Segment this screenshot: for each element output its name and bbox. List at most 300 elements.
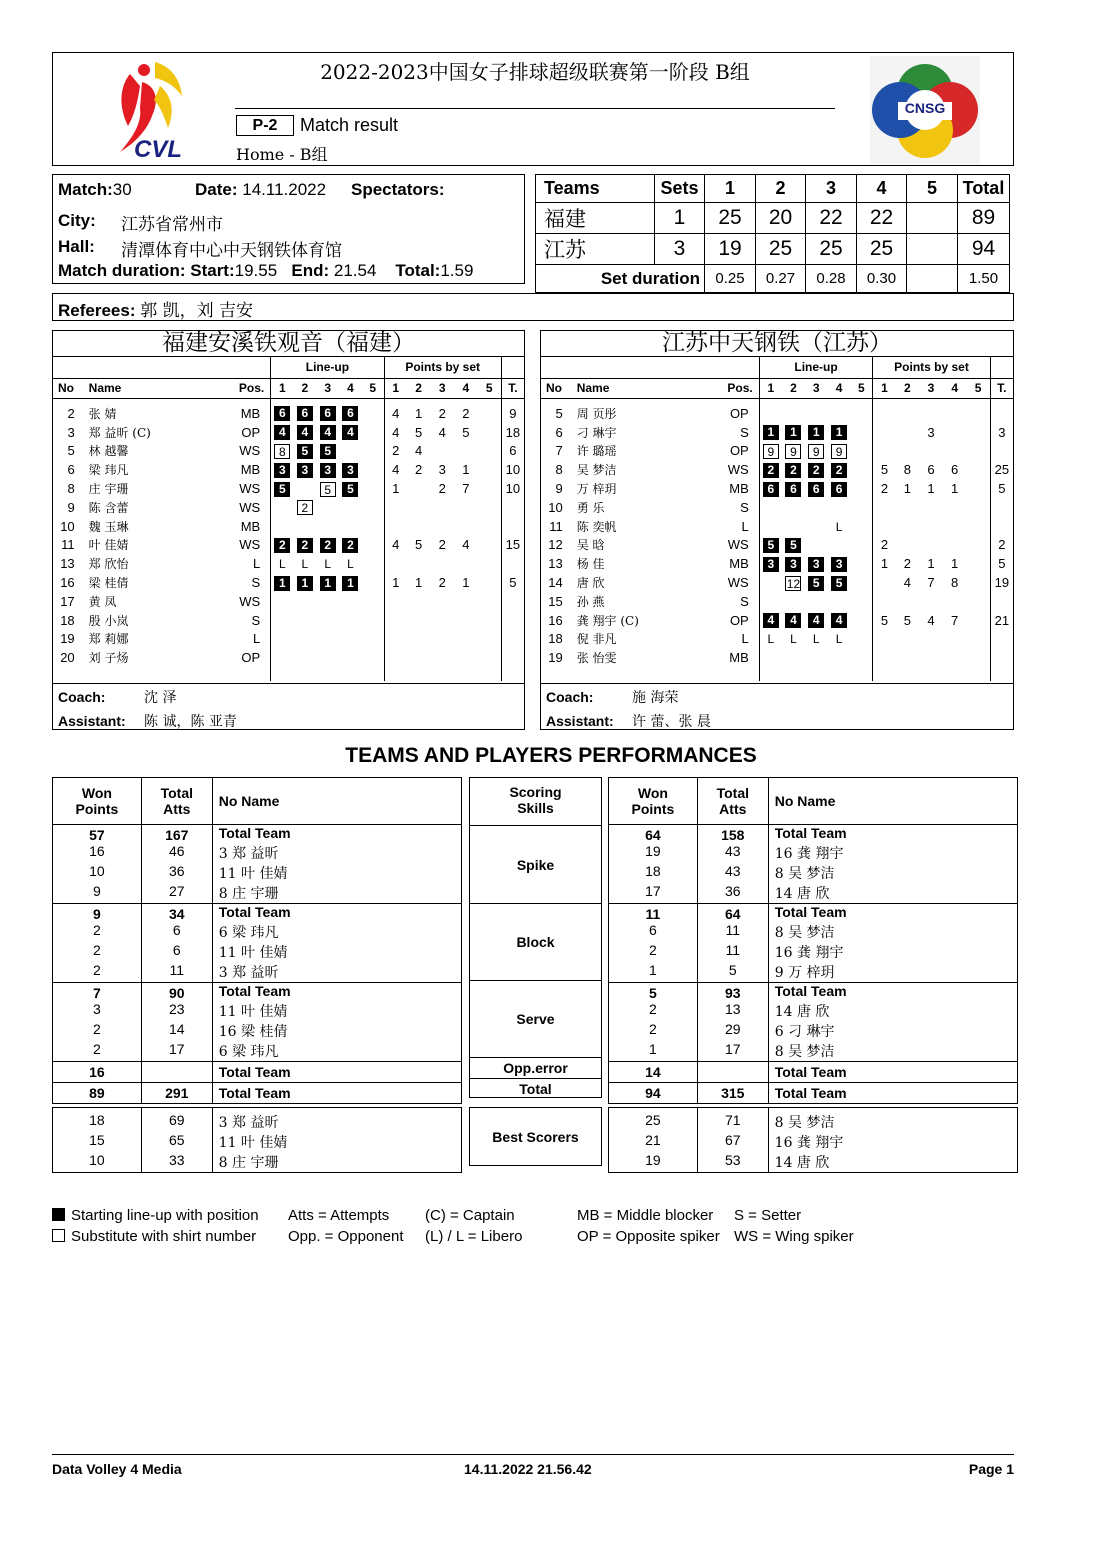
set-points: 4 bbox=[903, 575, 911, 591]
set-points bbox=[943, 517, 967, 536]
set-points bbox=[430, 517, 454, 536]
player-total bbox=[990, 404, 1013, 423]
skills-header-line2: Skills bbox=[517, 800, 554, 816]
roster-filler-cell bbox=[384, 667, 407, 681]
performer-name: 6 梁 玮凡 bbox=[212, 922, 461, 942]
lineup-cell bbox=[759, 536, 782, 555]
player-total bbox=[990, 517, 1013, 536]
lineup-cell bbox=[294, 460, 317, 479]
performer-name: Total Team bbox=[212, 825, 461, 844]
performer-name: 6 刁 琳宇 bbox=[768, 1021, 1017, 1041]
lineup-cell bbox=[828, 536, 851, 555]
match-label: Match: bbox=[58, 180, 113, 199]
player-total bbox=[501, 611, 524, 630]
player-position: S bbox=[740, 593, 749, 609]
player-row bbox=[53, 498, 524, 517]
start-label: Start: bbox=[190, 261, 235, 280]
set-points bbox=[896, 536, 920, 555]
starting-position: 1 bbox=[342, 576, 358, 591]
score-team: 江苏 bbox=[536, 234, 655, 265]
starting-position: 3 bbox=[297, 463, 313, 478]
player-row bbox=[541, 404, 1013, 423]
page-title: 2022-2023中国女子排球超级联赛第一阶段 B组 bbox=[320, 60, 750, 84]
player-name: 杨 佳 bbox=[576, 557, 605, 572]
footer-timestamp: 14.11.2022 21.56.42 bbox=[464, 1461, 592, 1477]
lineup-cell bbox=[362, 554, 384, 573]
set-points: 5 bbox=[414, 424, 423, 440]
city-value: 江苏省常州市 bbox=[121, 215, 223, 235]
set-points bbox=[454, 498, 478, 517]
lineup-cell bbox=[782, 517, 805, 536]
best-atts: 71 bbox=[697, 1108, 768, 1133]
won-points: 2 bbox=[609, 1001, 698, 1021]
lineup-cell bbox=[828, 573, 851, 592]
player-total: 9 bbox=[501, 404, 524, 423]
player-row bbox=[541, 611, 1013, 630]
total-atts: 27 bbox=[141, 883, 212, 904]
score-total: 89 bbox=[958, 203, 1010, 234]
set-points: 3 bbox=[438, 462, 446, 478]
lineup-cell bbox=[850, 498, 872, 517]
player-position: L bbox=[252, 631, 261, 647]
lineup-header: Line-up bbox=[759, 357, 873, 378]
points-header-line: Points bbox=[631, 801, 675, 817]
lineup-cell bbox=[805, 423, 828, 442]
score-header: Total bbox=[958, 175, 1010, 203]
player-number: 6 bbox=[67, 462, 75, 478]
total-atts: 6 bbox=[141, 942, 212, 962]
lineup-cell bbox=[271, 611, 294, 630]
scoring-skills-column bbox=[469, 777, 602, 1098]
libero-mark: L bbox=[324, 557, 332, 572]
lineup-cell bbox=[805, 442, 828, 461]
starting-position: 2 bbox=[274, 538, 290, 553]
player-number: 6 bbox=[555, 424, 563, 440]
set-points bbox=[384, 611, 407, 630]
lineup-cell bbox=[316, 536, 339, 555]
score-sets: 3 bbox=[655, 234, 705, 265]
won-points-header bbox=[609, 778, 698, 825]
best-points: 21 bbox=[609, 1132, 698, 1152]
player-name: 郑 莉娜 bbox=[88, 632, 129, 647]
lineup-cell bbox=[850, 648, 872, 667]
player-row bbox=[53, 404, 524, 423]
roster-filler-cell bbox=[478, 667, 502, 681]
performance-row bbox=[53, 904, 462, 923]
performer-name: 8 吴 梦洁 bbox=[768, 922, 1017, 942]
performer-name: Total Team bbox=[768, 1083, 1017, 1104]
lineup-cell bbox=[294, 554, 317, 573]
set-points: 1 bbox=[414, 405, 423, 421]
player-total: 19 bbox=[990, 573, 1013, 592]
total-atts: 64 bbox=[697, 904, 768, 923]
roster-filler-cell bbox=[571, 667, 710, 681]
skill-label: Spike bbox=[516, 856, 555, 873]
date-label: Date: bbox=[195, 180, 238, 199]
col-lineup-set: 3 bbox=[805, 378, 828, 398]
best-scorer-row bbox=[53, 1132, 462, 1152]
player-position: L bbox=[252, 556, 261, 572]
starting-position: 6 bbox=[763, 482, 779, 497]
roster-table bbox=[53, 357, 524, 681]
starting-position: 2 bbox=[808, 463, 824, 478]
player-row bbox=[541, 573, 1013, 592]
lineup-cell bbox=[316, 611, 339, 630]
player-number: 12 bbox=[548, 537, 563, 553]
set-points: 7 bbox=[951, 612, 959, 628]
best-points: 19 bbox=[609, 1152, 698, 1173]
roster-filler-cell bbox=[271, 667, 294, 681]
performance-row bbox=[609, 883, 1018, 904]
performer-name: 3 郑 益昕 bbox=[212, 843, 461, 863]
footer-page: Page 1 bbox=[968, 1461, 1014, 1477]
roster-filler bbox=[541, 667, 1013, 681]
set-points: 1 bbox=[384, 573, 407, 592]
lineup-cell bbox=[850, 404, 872, 423]
performer-name: 11 叶 佳婧 bbox=[212, 942, 461, 962]
lineup-cell bbox=[759, 460, 782, 479]
libero-mark: L bbox=[767, 632, 775, 647]
player-total bbox=[990, 630, 1013, 649]
col-points-set: 1 bbox=[384, 378, 407, 398]
player-total bbox=[501, 498, 524, 517]
performer-name: 14 唐 欣 bbox=[768, 1001, 1017, 1021]
lineup-cell bbox=[339, 442, 362, 461]
performance-row bbox=[609, 922, 1018, 942]
col-total: T. bbox=[501, 378, 524, 398]
libero-mark: L bbox=[347, 557, 354, 572]
starting-position: 5 bbox=[297, 444, 313, 459]
player-position: MB bbox=[729, 556, 749, 572]
set-points bbox=[384, 648, 407, 667]
total-atts bbox=[141, 1062, 212, 1083]
player-position: MB bbox=[729, 481, 749, 497]
lineup-cell bbox=[828, 498, 851, 517]
lineup-cell bbox=[850, 611, 872, 630]
player-position: S bbox=[740, 499, 749, 515]
roster-filler-cell bbox=[805, 667, 828, 681]
lineup-cell bbox=[362, 611, 384, 630]
lineup-cell bbox=[828, 423, 851, 442]
set-points bbox=[967, 442, 991, 461]
player-total: 25 bbox=[990, 460, 1013, 479]
player-row bbox=[541, 592, 1013, 611]
roster-filler-cell bbox=[828, 667, 851, 681]
lineup-cell bbox=[294, 630, 317, 649]
starting-position: 5 bbox=[342, 482, 358, 497]
player-position: S bbox=[740, 424, 749, 440]
lineup-cell bbox=[805, 648, 828, 667]
substitute-number: 12 bbox=[786, 576, 801, 591]
score-set4: 25 bbox=[857, 234, 907, 265]
start-value: 19.55 bbox=[234, 261, 278, 280]
player-number: 13 bbox=[548, 556, 563, 572]
best-scorer-row bbox=[53, 1152, 462, 1173]
player-total bbox=[501, 554, 524, 573]
performer-name: Total Team bbox=[212, 1062, 461, 1083]
performer-name: Total Team bbox=[212, 983, 461, 1002]
player-name: 孙 燕 bbox=[576, 594, 605, 609]
player-position: MB bbox=[240, 405, 261, 421]
player-position: S bbox=[251, 575, 261, 591]
player-name: 张 怡雯 bbox=[576, 651, 617, 666]
performer-name: Total Team bbox=[768, 825, 1017, 844]
lineup-cell bbox=[271, 498, 294, 517]
roster-filler-cell bbox=[316, 667, 339, 681]
starting-position: 4 bbox=[785, 613, 801, 628]
best-scorer-row bbox=[53, 1108, 462, 1133]
team-panel-away bbox=[540, 330, 1014, 730]
set-points: 5 bbox=[903, 612, 911, 628]
score-header: 2 bbox=[756, 175, 806, 203]
lineup-cell bbox=[828, 648, 851, 667]
player-position: MB bbox=[240, 518, 261, 534]
lineup-cell bbox=[362, 423, 384, 442]
col-name: Name bbox=[571, 378, 710, 398]
lineup-cell bbox=[316, 479, 339, 498]
won-points: 2 bbox=[609, 1021, 698, 1041]
footer bbox=[52, 1454, 1014, 1477]
performer-name: 11 叶 佳婧 bbox=[212, 863, 461, 883]
substitute-number: 5 bbox=[320, 482, 336, 497]
referees-label: Referees: bbox=[58, 301, 136, 320]
score-row-away bbox=[536, 234, 1010, 265]
starting-position: 4 bbox=[763, 613, 779, 628]
performer-name: 9 万 梓玥 bbox=[768, 962, 1017, 983]
set-points bbox=[919, 498, 943, 517]
player-total bbox=[501, 592, 524, 611]
player-position: WS bbox=[727, 537, 749, 553]
assistant-line bbox=[546, 711, 1013, 731]
lineup-cell bbox=[782, 423, 805, 442]
libero-mark: L bbox=[835, 632, 843, 647]
won-points: 9 bbox=[53, 883, 142, 904]
set-points bbox=[430, 630, 454, 649]
performance-row bbox=[609, 863, 1018, 883]
performance-row bbox=[53, 883, 462, 904]
performance-row bbox=[53, 863, 462, 883]
lineup-cell bbox=[782, 630, 805, 649]
starting-position: 2 bbox=[785, 463, 801, 478]
set-points bbox=[896, 592, 920, 611]
set-points bbox=[478, 536, 502, 555]
best-name: 8 吴 梦洁 bbox=[768, 1108, 1017, 1133]
won-points: 1 bbox=[609, 1041, 698, 1062]
set-points: 4 bbox=[414, 443, 423, 459]
lineup-cell bbox=[850, 423, 872, 442]
won-points: 19 bbox=[609, 843, 698, 863]
player-name: 吴 梦洁 bbox=[576, 463, 617, 478]
team-name: 江苏中天钢铁（江苏） bbox=[541, 331, 1013, 357]
score-header: 5 bbox=[907, 175, 958, 203]
col-pos: Pos. bbox=[221, 378, 270, 398]
cvl-logo bbox=[100, 56, 195, 164]
cvl-logo-text: CVL bbox=[134, 136, 182, 163]
total-header-line: Total bbox=[716, 785, 749, 801]
set-points bbox=[407, 630, 431, 649]
performer-name: Total Team bbox=[768, 904, 1017, 923]
performance-row bbox=[609, 983, 1018, 1002]
set-points: 4 bbox=[462, 537, 470, 553]
score-set4: 22 bbox=[857, 203, 907, 234]
lineup-cell bbox=[850, 592, 872, 611]
lineup-cell bbox=[294, 536, 317, 555]
player-row bbox=[541, 423, 1013, 442]
performance-row bbox=[53, 843, 462, 863]
lineup-cell bbox=[828, 592, 851, 611]
cnsg-logo-text: CNSG bbox=[904, 100, 946, 116]
won-points: 64 bbox=[609, 825, 698, 844]
player-number: 18 bbox=[548, 631, 563, 647]
starting-position: 2 bbox=[342, 538, 358, 553]
lineup-cell bbox=[294, 423, 317, 442]
set-points: 5 bbox=[873, 611, 896, 630]
total-atts: 36 bbox=[697, 883, 768, 904]
end-label: End: bbox=[291, 261, 330, 280]
performance-row bbox=[609, 1062, 1018, 1083]
set-points: 4 bbox=[384, 536, 407, 555]
set-points bbox=[384, 517, 407, 536]
player-row bbox=[53, 460, 524, 479]
starting-position: 3 bbox=[274, 463, 290, 478]
player-position: WS bbox=[239, 593, 261, 609]
lineup-cell bbox=[850, 479, 872, 498]
performer-name: 16 梁 桂倩 bbox=[212, 1021, 461, 1041]
legend-substitute-text: Substitute with shirt number bbox=[71, 1228, 257, 1245]
best-scorer-row bbox=[609, 1152, 1018, 1173]
points-header-line: Points bbox=[75, 801, 119, 817]
player-total: 21 bbox=[990, 611, 1013, 630]
player-position: OP bbox=[729, 612, 749, 628]
set-points: 6 bbox=[951, 462, 959, 478]
lineup-cell bbox=[271, 630, 294, 649]
set-points bbox=[873, 404, 896, 423]
lineup-cell bbox=[759, 479, 782, 498]
lineup-cell bbox=[271, 404, 294, 423]
lineup-cell bbox=[316, 442, 339, 461]
player-name: 刁 琳宇 bbox=[576, 425, 617, 440]
lineup-cell bbox=[759, 517, 782, 536]
footer-left: Data Volley 4 Media bbox=[52, 1461, 182, 1477]
set-points bbox=[407, 498, 431, 517]
total-atts: 29 bbox=[697, 1021, 768, 1041]
best-points: 10 bbox=[53, 1152, 142, 1173]
lineup-cell bbox=[362, 573, 384, 592]
lineup-cell bbox=[850, 460, 872, 479]
set-points bbox=[919, 592, 943, 611]
roster-filler-cell bbox=[221, 667, 270, 681]
lineup-cell bbox=[316, 592, 339, 611]
player-total bbox=[501, 630, 524, 649]
set-points bbox=[407, 611, 431, 630]
score-header: Sets bbox=[655, 175, 705, 203]
atts-header-line: Atts bbox=[719, 801, 747, 817]
lineup-cell bbox=[271, 517, 294, 536]
set-points: 4 bbox=[384, 460, 407, 479]
total-atts: 11 bbox=[141, 962, 212, 983]
won-points: 2 bbox=[53, 1021, 142, 1041]
best-atts: 53 bbox=[697, 1152, 768, 1173]
legend-op: OP = Opposite spiker bbox=[577, 1228, 720, 1245]
team-panel-home bbox=[52, 330, 525, 730]
player-total bbox=[990, 592, 1013, 611]
player-total: 5 bbox=[990, 479, 1013, 498]
best-scorers-home bbox=[52, 1107, 462, 1173]
roster-filler-cell bbox=[339, 667, 362, 681]
legend-substitute bbox=[52, 1228, 256, 1245]
performance-row bbox=[53, 962, 462, 983]
score-set2: 25 bbox=[756, 234, 806, 265]
best-name: 11 叶 佳婧 bbox=[212, 1132, 461, 1152]
set-points bbox=[943, 423, 967, 442]
lineup-cell bbox=[339, 554, 362, 573]
lineup-cell bbox=[362, 498, 384, 517]
best-scorer-row bbox=[609, 1108, 1018, 1133]
won-points: 18 bbox=[609, 863, 698, 883]
player-name: 梁 桂倩 bbox=[88, 576, 129, 591]
set-points bbox=[943, 648, 967, 667]
starting-position: 4 bbox=[297, 425, 313, 440]
score-header: 4 bbox=[857, 175, 907, 203]
set-points bbox=[873, 630, 896, 649]
starting-position: 6 bbox=[297, 406, 313, 421]
set-points bbox=[967, 573, 991, 592]
lineup-header: Line-up bbox=[271, 357, 384, 378]
points-by-set-header: Points by set bbox=[384, 357, 501, 378]
set-points: 2 bbox=[438, 575, 446, 591]
legend-ws: WS = Wing spiker bbox=[734, 1228, 854, 1245]
substitute-number: 9 bbox=[785, 444, 801, 459]
atts-header-line: Atts bbox=[163, 801, 191, 817]
player-total: 3 bbox=[990, 423, 1013, 442]
performance-row bbox=[53, 1021, 462, 1041]
roster-table bbox=[541, 357, 1013, 681]
cnsg-logo bbox=[870, 56, 980, 164]
set-points bbox=[873, 573, 896, 592]
lineup-cell bbox=[805, 554, 828, 573]
lineup-cell bbox=[782, 479, 805, 498]
substitute-number: 8 bbox=[274, 444, 290, 459]
set-points bbox=[919, 404, 943, 423]
won-points: 16 bbox=[53, 843, 142, 863]
set-points bbox=[454, 648, 478, 667]
assistant-names: 陈 诚，陈 亚青 bbox=[144, 714, 237, 730]
lineup-cell bbox=[339, 630, 362, 649]
player-number: 11 bbox=[549, 518, 563, 534]
starting-position: 5 bbox=[320, 444, 336, 459]
lineup-cell bbox=[271, 573, 294, 592]
player-name: 梁 玮凡 bbox=[88, 463, 129, 478]
set-points: 2 bbox=[438, 481, 446, 497]
lineup-cell bbox=[294, 592, 317, 611]
set-points bbox=[430, 442, 454, 461]
libero-mark: L bbox=[812, 632, 820, 647]
lineup-cell bbox=[782, 460, 805, 479]
starting-position: 3 bbox=[320, 463, 336, 478]
performer-name: 3 郑 益昕 bbox=[212, 962, 461, 983]
set-points bbox=[430, 592, 454, 611]
player-total: 6 bbox=[501, 442, 524, 461]
referees bbox=[52, 293, 1014, 321]
set-points bbox=[896, 404, 920, 423]
set-points bbox=[478, 611, 502, 630]
lineup-cell bbox=[339, 498, 362, 517]
lineup-cell bbox=[294, 498, 317, 517]
lineup-cell bbox=[805, 404, 828, 423]
set-points bbox=[478, 554, 502, 573]
roster-blank bbox=[541, 357, 759, 378]
set-duration: 0.30 bbox=[857, 265, 907, 293]
